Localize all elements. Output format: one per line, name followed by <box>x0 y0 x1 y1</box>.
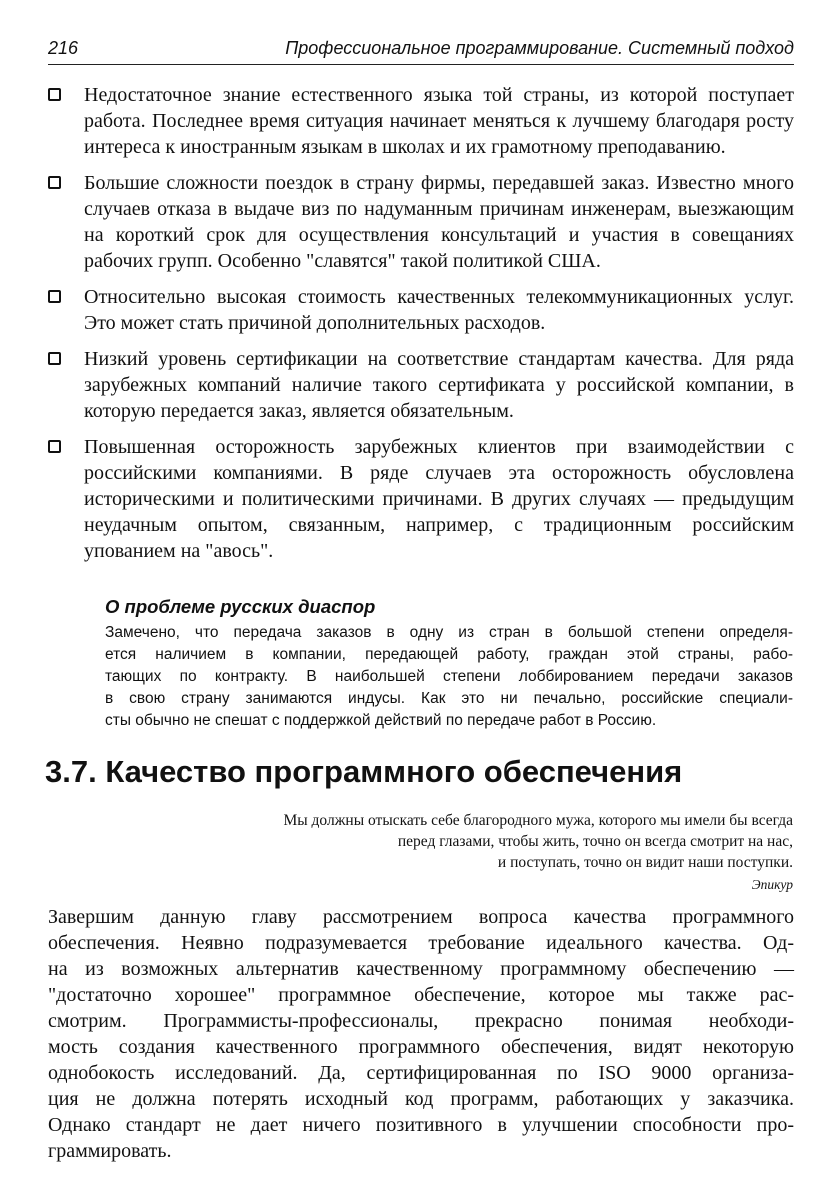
body-paragraph <box>48 904 794 1164</box>
sidebar-line: в свою страну занимаются индусы. Как это ни печально, российские специали- <box>105 690 793 707</box>
checkbox-square-icon <box>48 176 61 189</box>
list-item <box>48 346 794 424</box>
body-line: на из возможных альтернатив качественному программному обеспечению — <box>48 958 794 980</box>
body-line: мость создания качественного программного обеспечения, видят некоторую <box>48 1036 794 1058</box>
checkbox-square-icon <box>48 88 61 101</box>
sidebar-line: ется наличием в компании, передающей работу, граждан этой страны, рабо- <box>105 646 793 663</box>
checkbox-square-icon <box>48 440 61 453</box>
epigraph-line: перед глазами, чтобы жить, точно он всегда смотрит на нас, <box>397 833 793 850</box>
list-item-text: Недостаточное знание естественного языка той страны, из которой поступает работа. Последнее время ситуация начинает меняться к лучшему благодаря росту интереса к иностранным языкам в школах и их грамотному преподаванию. <box>84 84 794 158</box>
list-item <box>48 82 794 160</box>
sidebar-line: сты обычно не спешат с поддержкой действий по передаче работ в Россию. <box>105 712 657 729</box>
checkbox-square-icon <box>48 352 61 365</box>
section-heading: 3.7. Качество программного обеспечения <box>45 754 683 789</box>
epigraph-author: Эпикур <box>751 877 793 892</box>
list-item <box>48 284 794 336</box>
epigraph-line: Мы должны отыскать себе благородного мужа, которого мы имели бы всегда <box>283 812 793 829</box>
page-number: 216 <box>48 38 79 58</box>
sidebar-line: тающих по контракту. В наибольшей степени лоббированием передачи заказов <box>105 668 793 685</box>
list-item-text: Большие сложности поездок в страну фирмы, передавшей заказ. Известно много случаев отказа в выдаче виз по надуманным причинам инженерам, выезжающим на короткий срок для осуществления консультаций и участия в совещаниях рабочих групп. Особенно "славятся" такой политикой США. <box>84 172 794 272</box>
list-item <box>48 170 794 274</box>
body-line: граммировать. <box>48 1140 172 1162</box>
list-item <box>48 434 794 564</box>
epigraph-line: и поступать, точно он видит наши поступки. <box>497 854 793 871</box>
list-item-text: Низкий уровень сертификации на соответствие стандартам качества. Для ряда зарубежных компаний наличие такого сертификата у российской компании, в которую передается заказ, является обязательным. <box>84 348 794 422</box>
body-line: однобокость исследований. Да, сертифицированная по ISO 9000 организа- <box>48 1062 794 1084</box>
body-line: обеспечения. Неявно подразумевается требование идеального качества. Од- <box>48 932 794 954</box>
epigraph <box>93 810 793 895</box>
header-rule <box>48 64 794 65</box>
checkbox-square-icon <box>48 290 61 303</box>
running-header <box>48 38 794 68</box>
bullet-list <box>48 82 794 574</box>
sidebar-title: О проблеме русских диаспор <box>105 596 376 617</box>
list-item-text: Повышенная осторожность зарубежных клиентов при взаимодействии с российскими компаниями. В ряде случаев эта осторожность обусловлена историческими и политическими причинами. В других случаях — предыдущим неудачным опытом, связанным, например, с традиционным российским упованием на "авось". <box>84 436 794 562</box>
sidebar-line: Замечено, что передача заказов в одну из стран в большой степени определя- <box>105 624 793 641</box>
body-line: "достаточно хорошее" программное обеспечение, которое мы также рас- <box>48 984 794 1006</box>
body-line: Завершим данную главу рассмотрением вопроса качества программного <box>48 906 794 928</box>
sidebar-note <box>105 594 793 732</box>
body-line: Однако стандарт не дает ничего позитивного в улучшении способности про- <box>48 1114 794 1136</box>
body-line: ция не должна потерять исходный код программ, работающих у заказчика. <box>48 1088 794 1110</box>
list-item-text: Относительно высокая стоимость качественных телекоммуникационных услуг. Это может стать причиной дополнительных расходов. <box>84 286 794 334</box>
body-line: смотрим. Программисты-профессионалы, прекрасно понимая необходи- <box>48 1010 794 1032</box>
running-title: Профессиональное программирование. Системный подход <box>285 38 794 58</box>
